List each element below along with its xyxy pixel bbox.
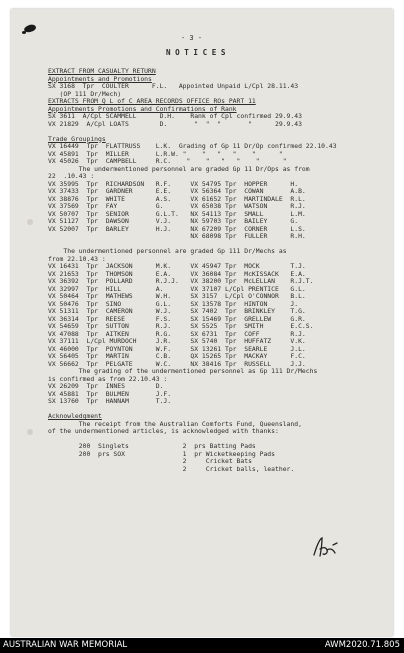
document-line: 2 Cricket balls, leather. [48,464,295,473]
document-line: VX 32997 Tpr HILL A. VX 37107 L/Cpl PRENTICE G.L. [48,284,306,293]
document-line: VX 37569 Tpr FAY G. VX 65038 Tpr WATSON R.J. [48,202,306,210]
handwritten-signature [311,535,341,559]
archive-footer [0,638,404,653]
archive-reference: AWM2020.71.805 [324,640,400,650]
document-line: 2 Cricket Bats [48,457,252,465]
document-line: VX 45891 Tpr MILLER L.R.W. " " " " " " [48,149,283,158]
document-line: VX 50464 Tpr MATHEWS W.H. SX 3157 L/Cpl O'CONNOR B.L. [48,292,306,300]
document-page [11,9,393,636]
document-line: 200 prs SOX 1 pr Wicketkeeping Pads [48,449,276,458]
document-line: VX 45026 Tpr CAMPBELL R.C. " " " " " " [48,157,287,165]
document-line: VX 51127 Tpr DAWSON V.J. NX 59703 Tpr BAILEY G. [48,217,299,225]
document-line: The receipt from the Australian Comforts Fund, Queensland, [48,419,302,428]
document-line: of the undermentioned articles, is acknowledged with thanks: [48,427,279,435]
document-line: 200 Singlets 2 prs Batting Pads [48,442,256,450]
document-line: VX 46000 Tpr POYNTON W.F. SX 13261 Tpr SEARLE J.L. [48,344,306,353]
document-line: VX 36314 Tpr REESE F.S. SX 15469 Tpr GRELLEW G.R. [48,314,306,323]
document-line: NX 68098 Tpr FULLER R.H. [48,232,306,240]
document-line: VX 21653 Tpr THOMSON E.A. VX 36084 Tpr McKISSACK E.A. [48,269,306,278]
document-line: SX 13760 Tpr HANNAM T.J. [48,397,172,405]
punch-hole [27,429,33,435]
document-line: VX 45881 Tpr BULMEN J.F. [48,389,172,398]
document-line: VX 50476 Tpr SINO G.L. SX 13578 Tpr HINTON J. [48,299,299,308]
archive-name: AUSTRALIAN WAR MEMORIAL [3,640,128,650]
document-line: VX 26209 Tpr INNES D. [48,382,164,390]
document-line: The undermentioned personnel are graded Gp 111 Dr/Mechs as [48,247,287,255]
document-line: VX 38876 Tpr WHITE A.S. VX 61652 Tpr MARTINDALE R.L. [48,194,306,203]
document-line: Trade Groupings [48,134,106,143]
document-line: VX 56405 Tpr MARTIN C.B. QX 15265 Tpr MACKAY F.C. [48,352,306,360]
document-line: The undermentioned personnel are graded Gp 11 Dr/Ops as from [48,164,310,173]
document-line: VX 50707 Tpr SENIOR G.L.T. NX 54113 Tpr SMALL L.M. [48,209,306,218]
document-line: EXTRACTS FROM Q L of C AREA RECORDS OFFICE ROs PART 11 [48,97,256,105]
document-line: The grading of the undermentioned personnel as Gp 111 Dr/Mechs [48,367,318,375]
document-line: VX 21829 A/Cpl LOATS D. " " " " 29.9.43 [48,119,302,128]
document-line: VX 52007 Tpr BARLEY H.J. NX 67209 Tpr CORNER L.S. [48,224,306,233]
punch-hole [27,219,33,225]
document-line: VX 37111 L/Cpl MURDOCH J.R. SX 5740 Tpr HUFFATZ V.K. [48,337,306,345]
document-line: VX 47088 Tpr AITKEN R.G. SX 6731 Tpr COFF R.J. [48,329,306,338]
page-number: - 3 - [181,34,203,42]
document-line: from 22.10.43 : [48,254,106,263]
document-line: VX 51311 Tpr CAMERON W.J. SX 7402 Tpr BRINKLEY T.G. [48,307,306,315]
document-line: Appointments Promotions and Confirmations of Rank [48,104,237,113]
document-line: Appointments and Promotions [48,74,152,83]
document-line: VX 36392 Tpr POLLARD R.J.J. VX 38200 Tpr McLELLAN R.J.T. [48,277,314,285]
document-line: VX 54659 Tpr SUTTON R.J. SX 5525 Tpr SMITH E.C.S. [48,322,314,330]
document-line: (OP 111 Dr/Mech) [48,89,122,98]
document-line: VX 16431 Tpr JACKSON M.K. VX 45947 Tpr MOCK T.J. [48,262,306,270]
document-line: is confirmed as from 22.10.43 : [48,374,168,383]
document-line: VX 35995 Tpr RICHARDSON R.F. VX 54795 Tpr HOPPER H. [48,179,299,188]
document-line: VX 16449 Tpr FLATTRUSS L.K. Grading of Gp 11 Dr/Op confirmed 22.10.43 [48,142,337,150]
document-line: Acknowledgment [48,412,102,420]
document-line: EXTRACT FROM CASUALTY RETURN [48,67,156,75]
document-line: VX 56662 Tpr PELGATE W.C. NX 38416 Tpr RUSSELL J.J. [48,359,306,368]
notices-heading: N O T I C E S [166,48,226,57]
document-line: 22 .10.43 : [48,172,95,180]
document-line: SX 3611 A/Cpl SCAMMELL D.H. Rank of Cpl confirmed 29.9.43 [48,112,302,120]
document-line: SX 3168 Tpr COULTER F.L. Appointed Unpaid L/Cpl 28.11.43 [48,82,299,90]
document-line: VX 37433 Tpr GARDNER E.E. VX 56364 Tpr COWAN A.B. [48,187,306,195]
ink-spot [22,31,26,34]
